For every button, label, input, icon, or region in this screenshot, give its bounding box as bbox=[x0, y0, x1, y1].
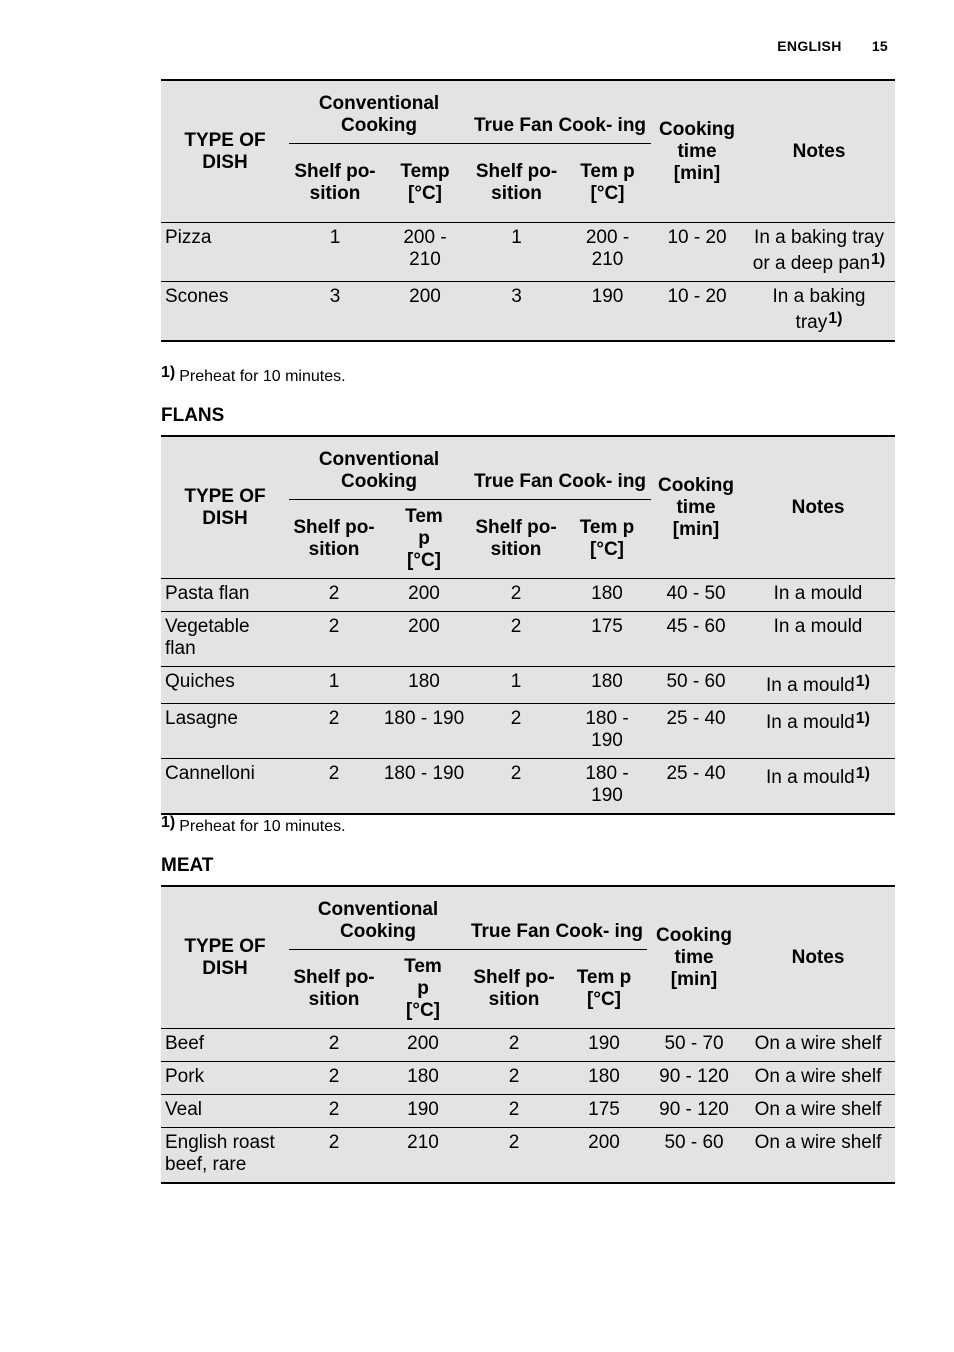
shelf-position-cell: 2 bbox=[508, 1033, 520, 1054]
cooking-time-cell: 50 - 70 bbox=[664, 1033, 724, 1054]
temperature-cell: 180 - 190 bbox=[585, 763, 629, 806]
temperature-cell: 200 bbox=[408, 616, 440, 637]
notes-text: In a mould bbox=[766, 675, 855, 696]
temperature-cell: 200 - 210 bbox=[403, 227, 447, 270]
shelf-position-cell: 2 bbox=[328, 1066, 340, 1087]
footnote-text: Preheat for 10 minutes. bbox=[179, 818, 346, 835]
notes-text: On a wire shelf bbox=[754, 1099, 882, 1120]
dish-cell: Scones bbox=[165, 286, 229, 307]
cooking-time-cell: 25 - 40 bbox=[666, 763, 726, 784]
col-temperature: Tem p [°C] bbox=[404, 956, 442, 1021]
shelf-position-cell: 1 bbox=[511, 227, 522, 248]
temperature-cell: 200 bbox=[588, 1132, 620, 1153]
col-notes: Notes bbox=[791, 946, 845, 968]
col-true-fan-cooking: True Fan Cook- ing bbox=[467, 886, 647, 950]
dish-cell: English roast beef, rare bbox=[165, 1132, 275, 1175]
col-cooking-time: Cooking time [min] bbox=[659, 118, 736, 184]
table-row bbox=[161, 667, 895, 704]
col-conventional-cooking: Conventional Cooking bbox=[289, 886, 467, 950]
cooking-time-cell: 10 - 20 bbox=[667, 227, 727, 248]
baking-table bbox=[161, 79, 895, 342]
temperature-cell: 180 - 190 bbox=[383, 708, 465, 729]
footnote-reference: 1) bbox=[855, 673, 870, 690]
cooking-time-cell: 50 - 60 bbox=[664, 1132, 724, 1153]
shelf-position-cell: 2 bbox=[508, 1099, 520, 1120]
notes-text: On a wire shelf bbox=[754, 1033, 882, 1054]
col-conventional-cooking: Conventional Cooking bbox=[289, 80, 469, 144]
table-row bbox=[161, 759, 895, 815]
temperature-cell: 190 bbox=[591, 286, 624, 307]
footnote-reference: 1) bbox=[828, 310, 843, 327]
page-header bbox=[777, 38, 888, 54]
table-row bbox=[161, 1095, 895, 1128]
table-row bbox=[161, 282, 895, 342]
shelf-position-cell: 2 bbox=[328, 1132, 340, 1153]
shelf-position-cell: 2 bbox=[510, 708, 522, 729]
shelf-position-cell: 2 bbox=[328, 763, 340, 784]
temperature-cell: 180 bbox=[588, 1066, 620, 1087]
dish-cell: Veal bbox=[165, 1099, 202, 1120]
temperature-cell: 175 bbox=[591, 616, 623, 637]
col-temperature: Tem p [°C] bbox=[576, 967, 632, 1010]
cooking-time-cell: 90 - 120 bbox=[659, 1066, 729, 1087]
table-row bbox=[161, 612, 895, 667]
shelf-position-cell: 2 bbox=[508, 1066, 520, 1087]
cooking-time-cell: 90 - 120 bbox=[659, 1099, 729, 1120]
table-row bbox=[161, 704, 895, 759]
col-type-of-dish: TYPE OF DISH bbox=[184, 129, 266, 173]
temperature-cell: 180 bbox=[407, 1066, 439, 1087]
col-shelf-position: Shelf po- sition bbox=[294, 161, 376, 204]
shelf-position-cell: 1 bbox=[328, 671, 340, 692]
footnote-reference: 1) bbox=[855, 765, 870, 782]
dish-cell: Cannelloni bbox=[165, 763, 255, 784]
temperature-cell: 175 bbox=[588, 1099, 620, 1120]
cooking-time-cell: 10 - 20 bbox=[667, 286, 727, 307]
notes-cell bbox=[741, 579, 895, 612]
notes-text: On a wire shelf bbox=[754, 1132, 882, 1153]
footnote-reference: 1) bbox=[855, 710, 870, 727]
notes-cell bbox=[743, 223, 895, 282]
notes-cell bbox=[741, 667, 895, 704]
temperature-cell: 180 bbox=[591, 583, 623, 604]
temperature-cell: 200 bbox=[409, 286, 441, 307]
dish-cell: Vegetable flan bbox=[165, 616, 250, 659]
cooking-time-cell: 50 - 60 bbox=[666, 671, 726, 692]
section-title-meat: MEAT bbox=[161, 855, 214, 876]
notes-cell bbox=[741, 1128, 895, 1184]
col-shelf-position: Shelf po- sition bbox=[475, 517, 557, 560]
section-title-flans: FLANS bbox=[161, 405, 225, 426]
col-conventional-cooking: Conventional Cooking bbox=[289, 436, 469, 500]
notes-text: In a baking tray or a deep pan bbox=[752, 227, 884, 274]
notes-cell bbox=[741, 704, 895, 759]
flans-table bbox=[161, 435, 895, 815]
table-row bbox=[161, 1029, 895, 1062]
shelf-position-cell: 2 bbox=[328, 1033, 340, 1054]
shelf-position-cell: 3 bbox=[329, 286, 341, 307]
notes-cell bbox=[741, 1029, 895, 1062]
col-temperature: Tem p [°C] bbox=[580, 161, 635, 204]
col-notes: Notes bbox=[791, 496, 845, 518]
col-shelf-position: Shelf po- sition bbox=[293, 517, 375, 560]
col-type-of-dish: TYPE OF DISH bbox=[184, 935, 266, 979]
shelf-position-cell: 1 bbox=[329, 227, 341, 248]
shelf-position-cell: 2 bbox=[510, 583, 522, 604]
col-true-fan-cooking: True Fan Cook- ing bbox=[469, 80, 651, 144]
temperature-cell: 200 - 210 bbox=[585, 227, 630, 270]
language-label: ENGLISH bbox=[777, 38, 842, 54]
table-row bbox=[161, 1128, 895, 1184]
temperature-cell: 190 bbox=[588, 1033, 620, 1054]
col-shelf-position: Shelf po- sition bbox=[475, 161, 558, 204]
shelf-position-cell: 2 bbox=[508, 1132, 520, 1153]
notes-text: In a mould bbox=[773, 583, 863, 604]
footnote bbox=[161, 364, 346, 386]
col-cooking-time: Cooking time [min] bbox=[658, 474, 735, 540]
col-notes: Notes bbox=[792, 140, 846, 162]
col-temperature: Temp [°C] bbox=[400, 161, 450, 204]
col-type-of-dish: TYPE OF DISH bbox=[184, 485, 266, 529]
footnote-text: Preheat for 10 minutes. bbox=[179, 368, 346, 385]
meat-table bbox=[161, 885, 895, 1184]
page-number: 15 bbox=[871, 38, 888, 54]
footnote bbox=[161, 814, 346, 836]
notes-cell bbox=[741, 1095, 895, 1128]
temperature-cell: 180 bbox=[591, 671, 623, 692]
dish-cell: Pasta flan bbox=[165, 583, 250, 604]
temperature-cell: 200 bbox=[407, 1033, 439, 1054]
shelf-position-cell: 1 bbox=[510, 671, 522, 692]
dish-cell: Pork bbox=[165, 1066, 205, 1087]
shelf-position-cell: 2 bbox=[328, 583, 340, 604]
dish-cell: Beef bbox=[165, 1033, 205, 1054]
temperature-cell: 180 - 190 bbox=[585, 708, 629, 751]
dish-cell: Lasagne bbox=[165, 708, 238, 729]
col-shelf-position: Shelf po- sition bbox=[473, 967, 555, 1010]
footnote-reference: 1) bbox=[871, 251, 886, 268]
table-row bbox=[161, 1062, 895, 1095]
table-body bbox=[161, 579, 895, 815]
notes-text: In a mould bbox=[766, 712, 855, 733]
table-body bbox=[161, 1029, 895, 1184]
notes-cell bbox=[741, 759, 895, 815]
notes-cell bbox=[741, 612, 895, 667]
temperature-cell: 180 - 190 bbox=[383, 763, 465, 784]
shelf-position-cell: 2 bbox=[510, 616, 522, 637]
footnote-mark: 1) bbox=[161, 814, 176, 831]
shelf-position-cell: 2 bbox=[328, 616, 340, 637]
table-row bbox=[161, 223, 895, 282]
notes-text: In a baking tray bbox=[772, 286, 866, 333]
shelf-position-cell: 2 bbox=[328, 1099, 340, 1120]
notes-text: In a mould bbox=[766, 767, 855, 788]
temperature-cell: 210 bbox=[407, 1132, 439, 1153]
col-temperature: Tem p [°C] bbox=[405, 506, 443, 571]
temperature-cell: 200 bbox=[408, 583, 440, 604]
col-true-fan-cooking: True Fan Cook- ing bbox=[469, 436, 651, 500]
footnote-mark: 1) bbox=[161, 364, 176, 381]
shelf-position-cell: 2 bbox=[328, 708, 340, 729]
table-body bbox=[161, 223, 895, 342]
col-cooking-time: Cooking time [min] bbox=[656, 924, 733, 990]
cooking-time-cell: 40 - 50 bbox=[666, 583, 726, 604]
temperature-cell: 180 bbox=[408, 671, 440, 692]
temperature-cell: 190 bbox=[407, 1099, 439, 1120]
dish-cell: Quiches bbox=[165, 671, 235, 692]
table-row bbox=[161, 579, 895, 612]
notes-text: On a wire shelf bbox=[754, 1066, 882, 1087]
notes-text: In a mould bbox=[773, 616, 863, 637]
shelf-position-cell: 3 bbox=[511, 286, 522, 307]
cooking-time-cell: 45 - 60 bbox=[666, 616, 726, 637]
dish-cell: Pizza bbox=[165, 227, 212, 248]
col-shelf-position: Shelf po- sition bbox=[293, 967, 375, 1010]
cooking-time-cell: 25 - 40 bbox=[666, 708, 726, 729]
notes-cell bbox=[741, 1062, 895, 1095]
col-temperature: Tem p [°C] bbox=[579, 517, 635, 560]
notes-cell bbox=[743, 282, 895, 342]
shelf-position-cell: 2 bbox=[510, 763, 522, 784]
